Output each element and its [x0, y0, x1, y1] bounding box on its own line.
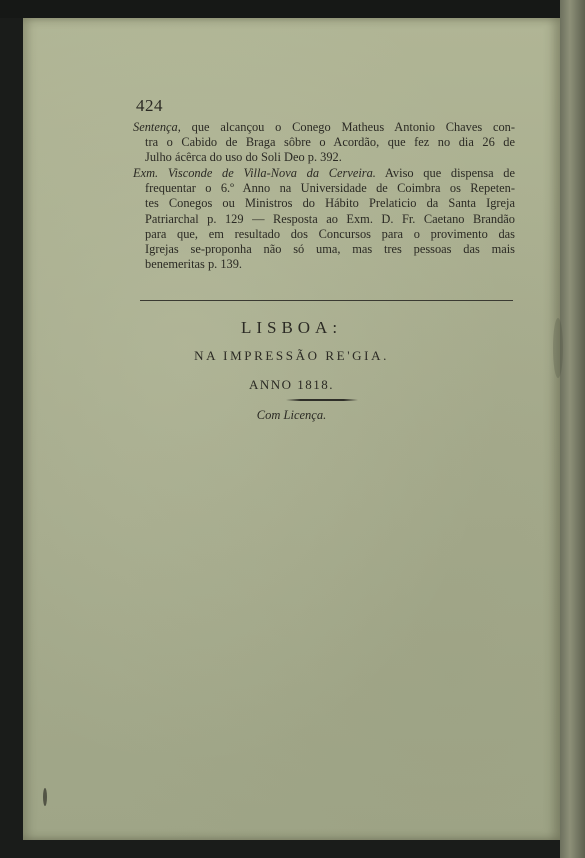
ornamental-rule	[286, 399, 358, 401]
entry-line	[133, 120, 515, 135]
entry-line: Patriarchal p. 129 — Resposta ao Exm. D. Fr. Caetano Brandão	[145, 211, 515, 226]
entry-line: Julho ácêrca do uso do Soli Deo p. 392.	[145, 150, 342, 165]
imprint-press: NA IMPRESSÃO RE'GIA.	[194, 348, 389, 363]
entry-line	[133, 166, 515, 181]
page-number: 424	[136, 96, 163, 115]
index-entry	[133, 120, 515, 166]
entry-text: Aviso que dispensa de	[375, 166, 515, 180]
book-spine-edge	[560, 0, 585, 858]
imprint-city: LISBOA:	[240, 318, 343, 337]
entry-text: que alcançou o Conego Matheus Antonio Chaves con-	[180, 120, 515, 134]
entry-line: Igrejas se-proponha não só uma, mas tres pessoas das mais	[145, 242, 515, 257]
index-entry	[133, 166, 515, 272]
page-mark	[43, 788, 47, 806]
entry-line: para que, em resultado dos Concursos para o provimento das	[145, 226, 515, 241]
entry-line: frequentar o 6.º Anno na Universidade de Coimbra os Repeten-	[145, 181, 515, 196]
imprint-license: Com Licença.	[256, 408, 327, 422]
book-page	[23, 18, 560, 840]
entry-lead: Sentença,	[133, 120, 181, 134]
entry-line: tra o Cabido de Braga sôbre o Acordão, que fez no dia 26 de	[145, 135, 515, 150]
imprint-year: ANNO 1818.	[248, 377, 335, 392]
entry-lead: Exm. Visconde de Villa-Nova da Cerveira.	[133, 166, 376, 180]
entry-line: tes Conegos ou Ministros do Hábito Prelaticio da Santa Igreja	[145, 196, 515, 211]
section-divider	[140, 300, 513, 301]
entry-line: benemeritas p. 139.	[145, 257, 243, 272]
scan-top-edge	[0, 0, 585, 18]
